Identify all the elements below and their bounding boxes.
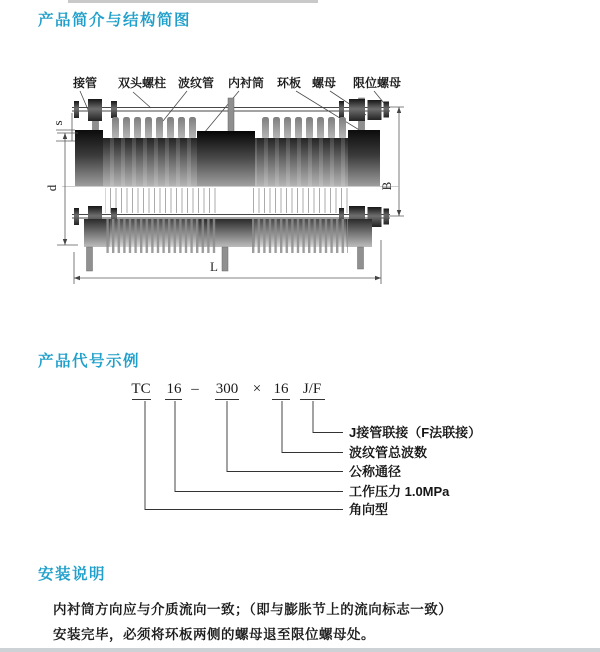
joint-body	[62, 130, 398, 187]
code-callouts	[349, 425, 481, 517]
hanging-stud	[222, 247, 228, 271]
joint-underside	[72, 188, 390, 271]
dim-label-d: d	[44, 184, 59, 192]
part-labels	[72, 75, 401, 90]
code-token-times: ×	[252, 381, 262, 397]
callout-type: 角向型	[349, 502, 389, 517]
code-token-waves: 16	[273, 381, 289, 397]
code-connectors	[145, 401, 343, 510]
dimension-s	[50, 113, 75, 141]
washer	[384, 209, 390, 225]
callout-waves: 波纹管总波数	[349, 445, 428, 460]
structure-diagram	[0, 60, 600, 320]
label-shuangtouluozhu: 双头螺柱	[117, 76, 167, 90]
nut	[349, 99, 365, 121]
lower-flange	[346, 219, 372, 247]
code-token-type: TC	[131, 381, 151, 397]
install-line-1: 内衬筒方向应与介质流向一致；（即与膨胀节上的流向标志一致）	[53, 602, 453, 617]
label-huanban: 环板	[276, 76, 302, 90]
dim-label-s: s	[50, 120, 65, 126]
code-token-diameter: 300	[215, 381, 239, 397]
hanging-stud	[358, 247, 364, 269]
section-title-product-intro: 产品简介与结构简图	[38, 12, 192, 29]
washer	[74, 101, 79, 118]
label-luomu: 螺母	[311, 76, 337, 90]
page-bottom-edge	[0, 648, 600, 652]
code-tokens	[131, 381, 321, 397]
page-top-edge-artifact	[68, 0, 318, 3]
install-line-2: 安装完毕，必须将环板两侧的螺母退至限位螺母处。	[53, 627, 375, 642]
dim-label-L: L	[210, 259, 218, 274]
code-token-connection: J/F	[302, 381, 322, 397]
label-bowenguan: 波纹管	[177, 76, 215, 90]
washer	[384, 102, 390, 118]
product-code-diagram	[0, 375, 600, 525]
section-title-product-code: 产品代号示例	[38, 353, 141, 370]
callout-connection: J接管联接（F法联接）	[349, 425, 482, 440]
label-neichentong: 内衬筒	[227, 76, 265, 90]
section-title-install: 安装说明	[38, 566, 107, 583]
washer	[339, 101, 344, 118]
stud-center	[228, 98, 234, 136]
label-jieguan: 接管	[72, 76, 98, 90]
callout-diameter: 公称通径	[349, 464, 402, 479]
dimension-B	[379, 107, 404, 216]
washer	[74, 208, 79, 225]
dimension-d	[44, 133, 78, 245]
end-pipe-left	[75, 130, 103, 186]
dim-label-B: B	[379, 181, 394, 191]
hanging-stud	[87, 247, 93, 271]
code-token-dash: –	[191, 381, 199, 397]
washer	[111, 101, 117, 118]
code-token-pressure: 16	[166, 381, 182, 397]
install-instructions	[53, 597, 573, 647]
nut	[88, 99, 102, 121]
inner-liner-collar	[197, 131, 255, 186]
limit-nut	[368, 100, 382, 120]
callout-pressure: 工作压力 1.0MPa	[349, 484, 450, 499]
end-pipe-right	[348, 130, 380, 186]
label-xianweiluomu: 限位螺母	[352, 76, 402, 90]
